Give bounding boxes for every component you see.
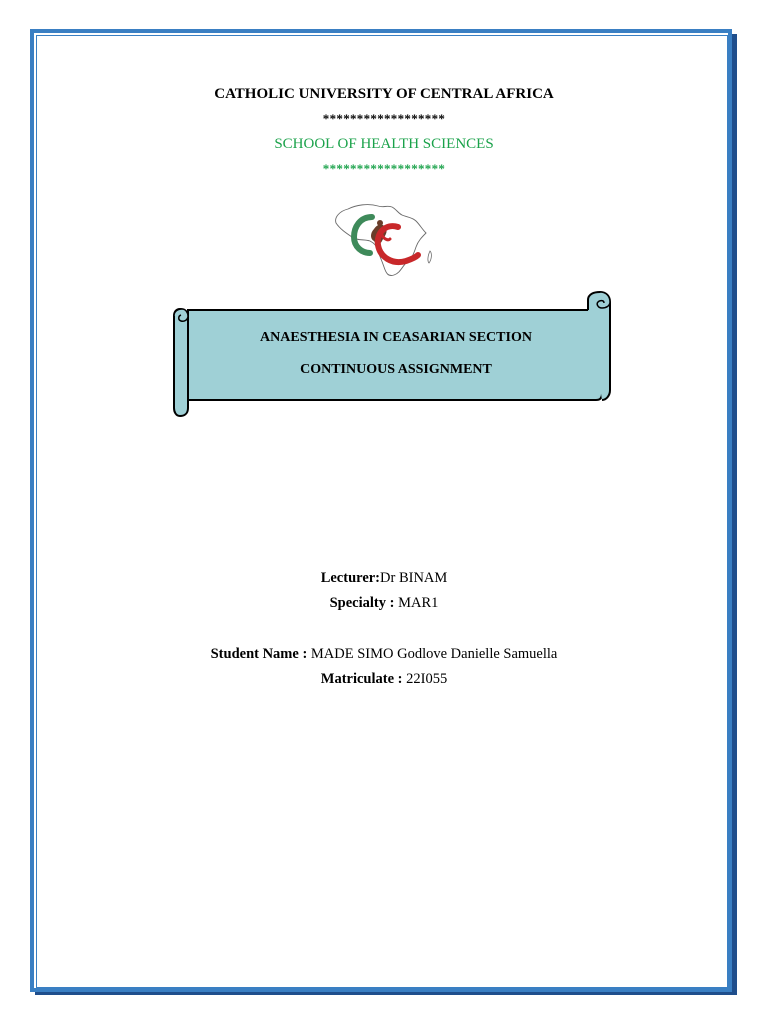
student-line <box>0 646 768 663</box>
lecturer-label: Lecturer: <box>320 570 381 586</box>
assignment-subtitle: CONTINUOUS ASSIGNMENT <box>300 362 492 377</box>
specialty-label: Specialty : <box>329 595 399 611</box>
matriculate-line <box>0 671 768 688</box>
school-name: SCHOOL OF HEALTH SCIENCES <box>274 136 494 152</box>
matriculate-value: 22I055 <box>406 671 448 687</box>
separator-stars-green: ****************** <box>322 161 446 176</box>
specialty-line <box>0 595 768 612</box>
matriculate-label: Matriculate : <box>320 671 407 687</box>
page-border-inner <box>36 35 728 988</box>
assignment-title: ANAESTHESIA IN CEASARIAN SECTION <box>260 330 532 345</box>
lecturer-line <box>0 570 768 587</box>
title-scroll-banner <box>170 290 616 420</box>
student-label: Student Name : <box>210 646 311 662</box>
specialty-value: MAR1 <box>398 595 439 611</box>
student-value: MADE SIMO Godlove Danielle Samuella <box>310 646 558 662</box>
university-name: CATHOLIC UNIVERSITY OF CENTRAL AFRICA <box>214 86 554 102</box>
lecturer-value: Dr BINAM <box>380 570 448 586</box>
university-logo-icon <box>326 199 440 281</box>
separator-stars: ****************** <box>322 111 446 126</box>
